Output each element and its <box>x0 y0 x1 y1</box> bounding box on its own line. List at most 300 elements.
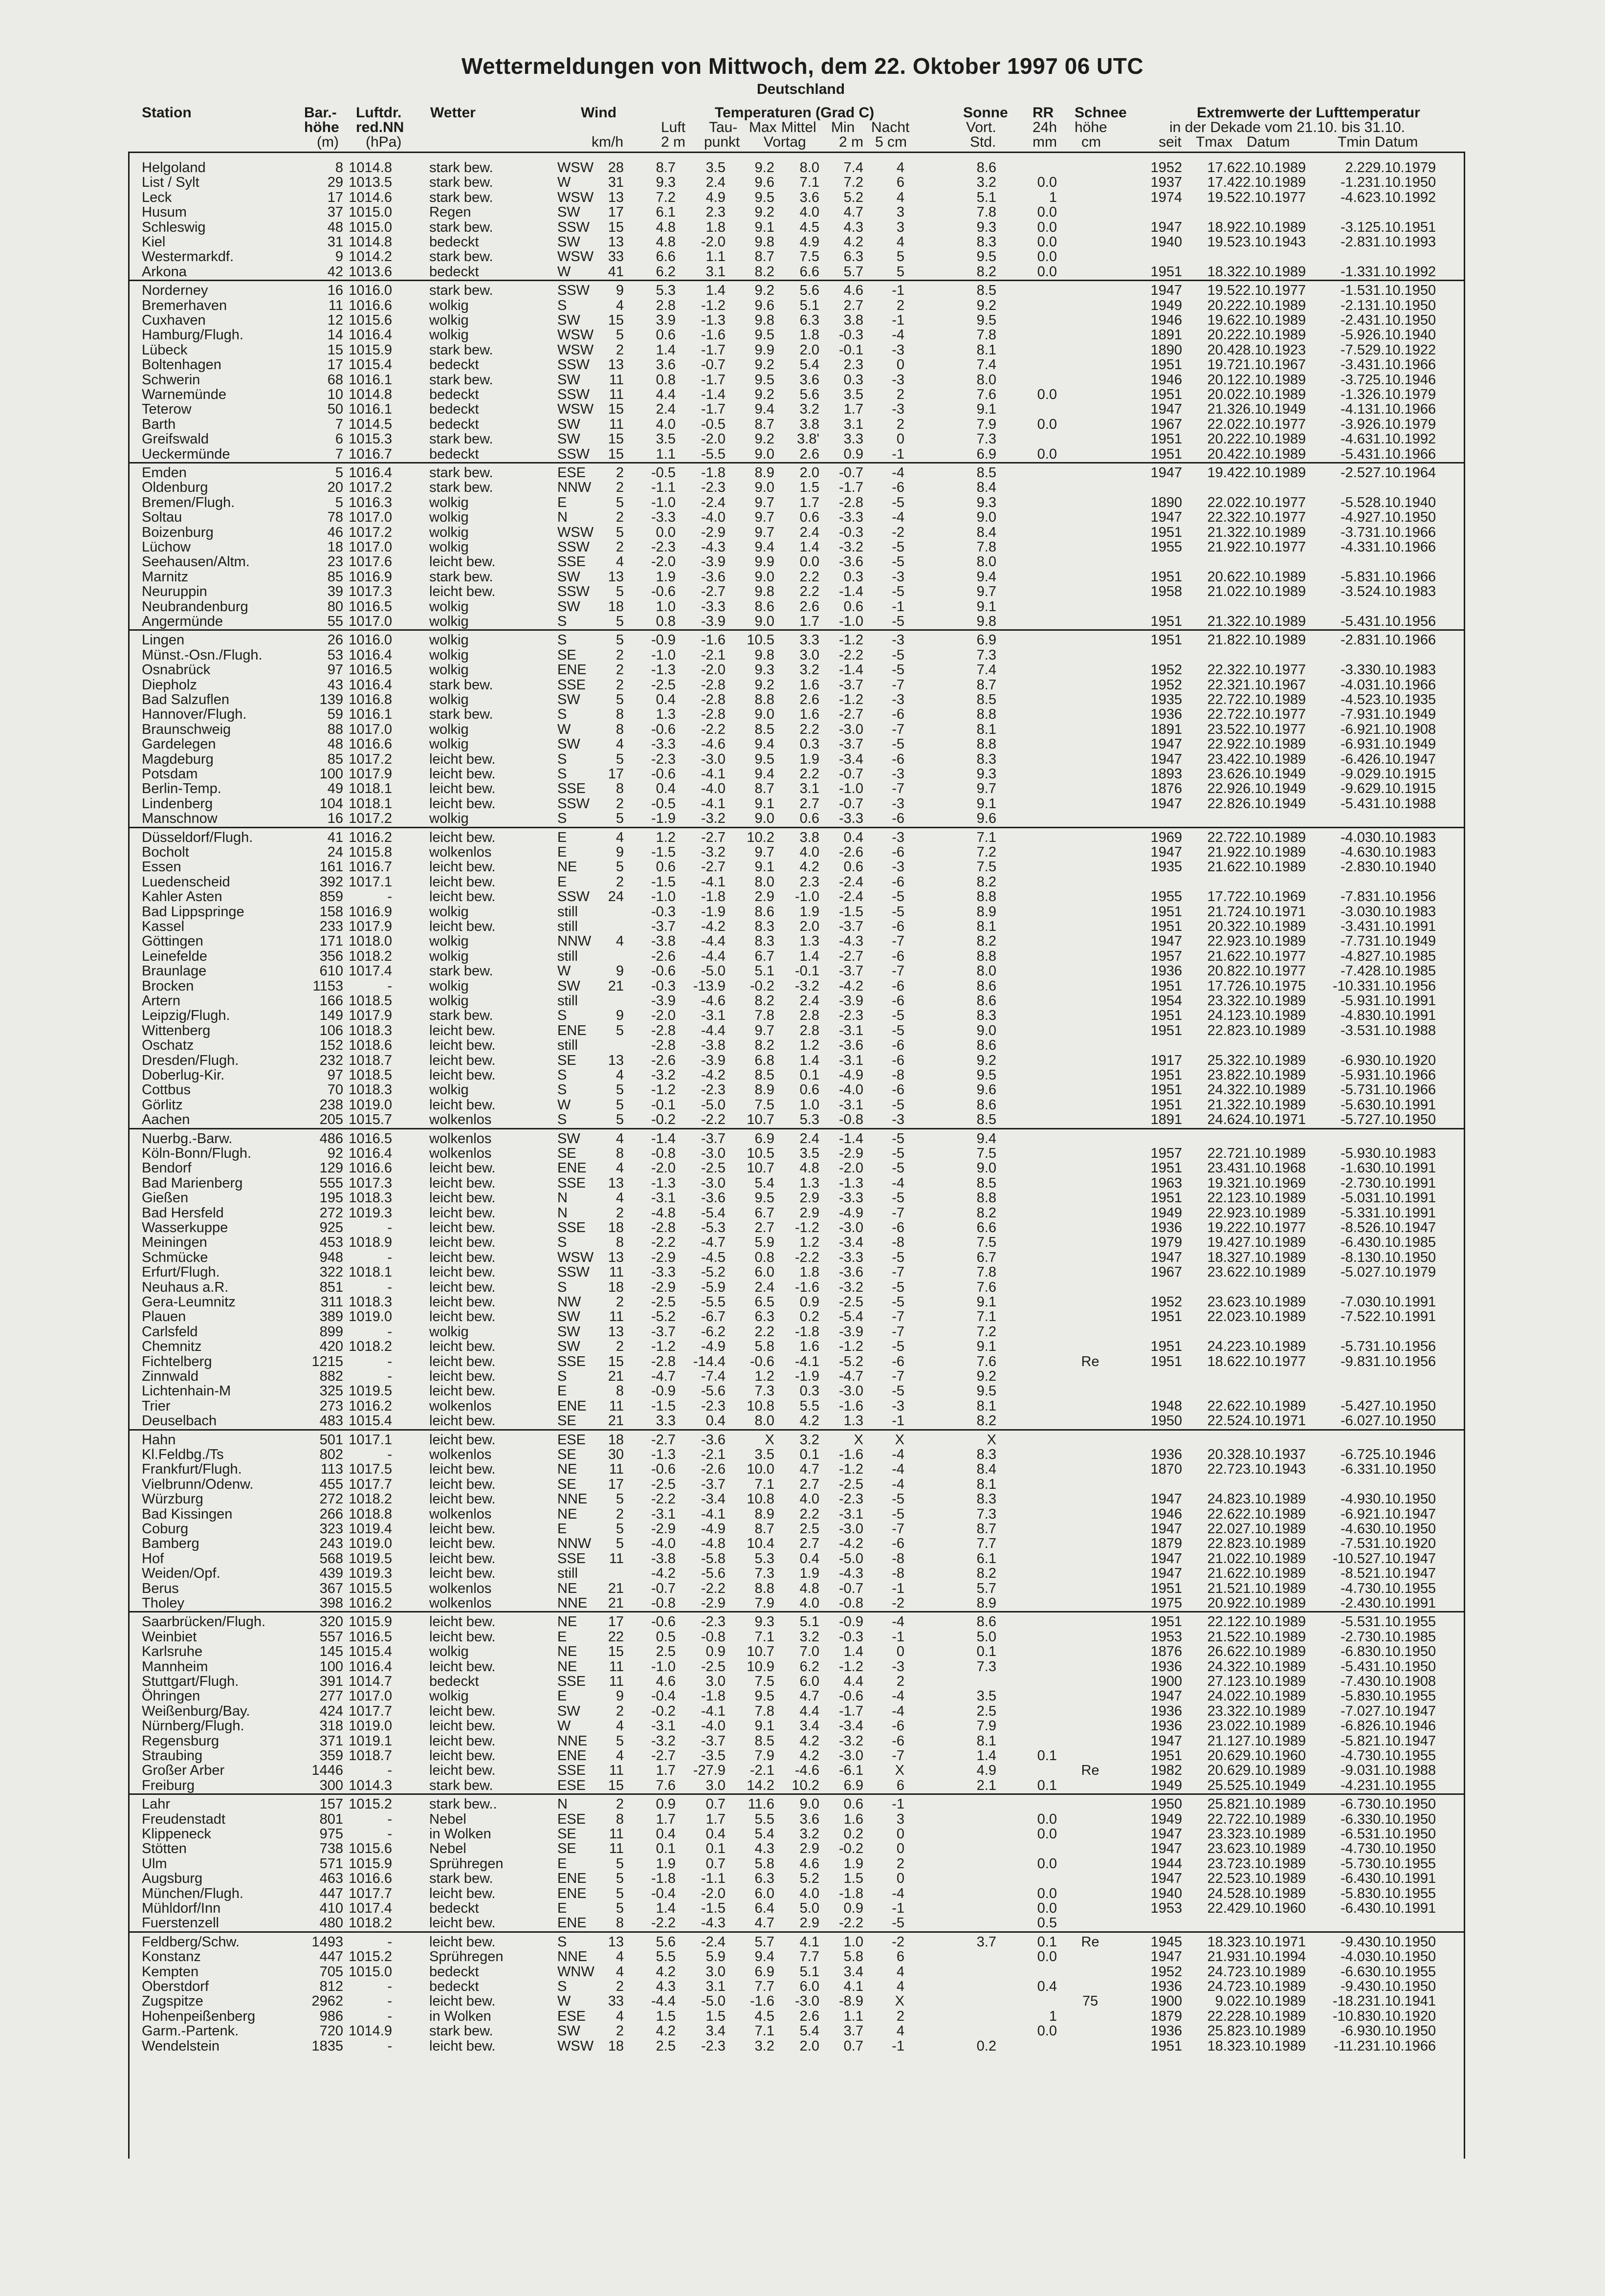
air-temp: -1.2 <box>651 1082 676 1098</box>
altitude: 43 <box>327 677 343 693</box>
pressure: 1015.6 <box>349 312 392 328</box>
record-tmax: 17.6 <box>1207 160 1235 176</box>
record-tmax-date: 23.10.1989 <box>1235 2023 1306 2039</box>
wind-direction: W <box>557 721 571 737</box>
station-name: Lingen <box>142 632 185 648</box>
record-tmin: -3.3 <box>1341 662 1365 678</box>
sunshine: 8.1 <box>976 1398 996 1414</box>
night-temp: 3 <box>896 204 904 221</box>
wind-direction: still <box>557 1566 578 1582</box>
record-since: 1870 <box>1150 1461 1182 1478</box>
pressure: 1014.7 <box>349 1674 392 1689</box>
record-tmin-date: 25.10.1946 <box>1365 372 1436 388</box>
record-since: 1947 <box>1150 219 1182 235</box>
altitude: 277 <box>319 1688 343 1704</box>
night-temp: -7 <box>892 1324 904 1340</box>
record-tmin: -3.7 <box>1341 524 1365 540</box>
hdr-luft-1: Luft <box>661 119 686 135</box>
record-tmin: -5.8 <box>1341 1688 1365 1704</box>
hdr-tau-1: Tau- <box>709 119 738 135</box>
air-temp: -0.7 <box>651 1580 676 1596</box>
station-name: München/Flugh. <box>142 1885 243 1901</box>
record-tmax: 21.5 <box>1207 1629 1235 1645</box>
record-tmin: -11.2 <box>1334 2038 1365 2054</box>
weather: wolkig <box>429 494 469 510</box>
dew-point: -2.1 <box>701 647 726 663</box>
record-tmax: 20.6 <box>1207 1748 1235 1764</box>
min-temp: -2.4 <box>839 874 863 890</box>
mean-temp: 2.4 <box>799 1130 819 1147</box>
station-name: Luedenscheid <box>142 874 230 890</box>
wind-direction: WSW <box>557 524 594 540</box>
sunshine: 8.0 <box>976 963 996 979</box>
altitude: 23 <box>327 554 343 570</box>
altitude: 356 <box>319 948 343 964</box>
record-tmax-date: 22.10.1989 <box>1235 1811 1306 1827</box>
min-temp: 7.2 <box>843 175 863 191</box>
table-row <box>0 2024 1605 2038</box>
night-temp: -6 <box>892 993 904 1009</box>
night-temp: -7 <box>892 1309 904 1325</box>
record-tmax-date: 22.10.1989 <box>1235 1629 1306 1645</box>
wind-speed: 11 <box>609 416 624 432</box>
pressure: 1015.4 <box>349 1413 392 1429</box>
group-divider <box>128 1793 1465 1795</box>
max-temp: 5.4 <box>754 1826 774 1842</box>
pressure: 1016.7 <box>349 446 392 462</box>
record-tmin: -4.9 <box>1341 1491 1365 1507</box>
wind-direction: SE <box>557 1476 576 1492</box>
station-name: Freudenstadt <box>142 1811 225 1827</box>
wind-direction: ESE <box>557 1777 586 1793</box>
min-temp: 1.4 <box>843 1644 863 1660</box>
wind-speed: 5 <box>616 1733 624 1749</box>
record-tmax: 22.1 <box>1207 1190 1235 1206</box>
dew-point: -2.5 <box>701 1658 726 1675</box>
record-tmin-date: 30.10.1908 <box>1365 1674 1436 1689</box>
sunshine: 9.2 <box>976 297 996 313</box>
night-temp: -4 <box>892 1703 904 1719</box>
dew-point: 1.8 <box>705 219 726 235</box>
min-temp: -0.3 <box>839 327 863 343</box>
dew-point: -4.3 <box>701 539 726 555</box>
record-tmax-date: 23.10.1989 <box>1235 1205 1306 1221</box>
record-tmin-date: 27.10.1950 <box>1365 1398 1436 1414</box>
air-temp: 3.5 <box>656 431 676 447</box>
table-row <box>0 993 1605 1008</box>
station-name: Schmücke <box>142 1249 208 1265</box>
altitude: 273 <box>319 1398 343 1414</box>
table-row <box>0 1369 1605 1384</box>
mean-temp: 3.8 <box>799 416 819 432</box>
weather: in Wolken <box>429 1826 491 1842</box>
wind-speed: 2 <box>616 1294 624 1310</box>
station-name: Wasserkuppe <box>142 1220 228 1236</box>
record-tmax: 21.9 <box>1207 539 1235 555</box>
sunshine: 7.7 <box>976 1536 996 1552</box>
air-temp: -0.2 <box>651 1703 676 1719</box>
wind-speed: 5 <box>616 1112 624 1128</box>
max-temp: 9.6 <box>754 297 774 313</box>
min-temp: -3.6 <box>839 1264 863 1280</box>
table-row <box>0 373 1605 387</box>
altitude: 8 <box>335 160 343 176</box>
max-temp: 8.9 <box>754 1506 774 1522</box>
station-name: Bamberg <box>142 1536 199 1552</box>
weather: wolkig <box>429 539 469 555</box>
hdr-pressure-3: (hPa) <box>366 134 402 150</box>
wind-direction: SW <box>557 1339 580 1355</box>
snow-depth: Re <box>1081 1934 1099 1950</box>
sunshine: 8.5 <box>976 1175 996 1191</box>
min-temp: 4.3 <box>843 219 863 235</box>
dew-point: -4.6 <box>701 736 726 752</box>
max-temp: -0.2 <box>750 978 774 994</box>
table-row <box>0 781 1605 796</box>
mean-temp: 2.5 <box>799 1521 819 1537</box>
record-tmax: 22.8 <box>1207 1022 1235 1038</box>
pressure: - <box>387 1811 392 1827</box>
min-temp: -0.7 <box>839 766 863 782</box>
record-tmax-date: 22.10.1989 <box>1235 1398 1306 1414</box>
pressure: 1016.9 <box>349 569 392 585</box>
record-tmin: -4.3 <box>1341 539 1365 555</box>
mean-temp: 1.8 <box>799 327 819 343</box>
pressure: 1015.2 <box>349 1949 392 1965</box>
min-temp: -1.2 <box>839 1461 863 1478</box>
sunshine: 7.6 <box>976 1353 996 1369</box>
table-row <box>0 328 1605 342</box>
altitude: 801 <box>319 1811 343 1827</box>
altitude: 68 <box>327 372 343 388</box>
night-temp: -3 <box>892 632 904 648</box>
dew-point: -2.2 <box>701 1580 726 1596</box>
record-tmin-date: 30.10.1950 <box>1365 2023 1436 2039</box>
min-temp: 0.6 <box>843 859 863 875</box>
pressure: 1014.5 <box>349 416 392 432</box>
mean-temp: 2.2 <box>799 569 819 585</box>
wind-speed: 4 <box>616 1160 624 1176</box>
sunshine: 8.5 <box>976 465 996 481</box>
sunshine: 8.7 <box>976 677 996 693</box>
pressure: 1016.4 <box>349 647 392 663</box>
record-since: 1940 <box>1150 1885 1182 1901</box>
record-tmax-date: 22.10.1989 <box>1235 264 1306 280</box>
dew-point: 0.9 <box>705 1644 726 1660</box>
night-temp: -6 <box>892 844 904 860</box>
night-temp: -4 <box>892 1476 904 1492</box>
record-tmax: 25.3 <box>1207 1052 1235 1068</box>
record-since: 1947 <box>1150 1841 1182 1857</box>
night-temp: -3 <box>892 766 904 782</box>
min-temp: -3.7 <box>839 963 863 979</box>
pressure: 1017.9 <box>349 766 392 782</box>
station-name: Nuerbg.-Barw. <box>142 1130 233 1147</box>
weather: wolkenlos <box>429 1447 492 1462</box>
mean-temp: -1.2 <box>795 1220 819 1236</box>
table-row <box>0 1689 1605 1703</box>
min-temp: -0.8 <box>839 1112 863 1128</box>
wind-speed: 4 <box>616 1949 624 1965</box>
record-tmin-date: 30.10.1950 <box>1365 1249 1436 1265</box>
altitude: 53 <box>327 647 343 663</box>
table-row <box>0 1949 1605 1964</box>
wind-direction: E <box>557 1855 567 1872</box>
sunshine: 8.3 <box>976 751 996 767</box>
record-tmin-date: 25.10.1951 <box>1365 219 1436 235</box>
record-tmin-date: 26.10.1979 <box>1365 416 1436 432</box>
record-tmin-date: 27.10.1947 <box>1365 1550 1436 1567</box>
wind-speed: 17 <box>608 204 624 221</box>
night-temp: -5 <box>892 1506 904 1522</box>
record-tmin-date: 30.10.1950 <box>1365 1644 1436 1660</box>
weather: stark bew. <box>429 963 493 979</box>
wind-speed: 18 <box>608 1279 624 1295</box>
weather: bedeckt <box>429 357 479 373</box>
pressure: - <box>387 1279 392 1295</box>
record-tmin: -6.3 <box>1341 1461 1365 1478</box>
record-since: 1967 <box>1150 1264 1182 1280</box>
record-tmax-date: 22.10.1977 <box>1235 1353 1306 1369</box>
table-row <box>0 190 1605 205</box>
min-temp: 3.3 <box>843 431 863 447</box>
station-name: Boizenburg <box>142 524 214 540</box>
wind-speed: 11 <box>609 1841 624 1857</box>
precipitation: 0.1 <box>1037 1934 1057 1950</box>
mean-temp: 1.7 <box>799 494 819 510</box>
max-temp: 8.7 <box>754 1521 774 1537</box>
min-temp: -4.2 <box>839 978 863 994</box>
sunshine: 7.8 <box>976 327 996 343</box>
mean-temp: 7.1 <box>799 175 819 191</box>
table-row <box>0 417 1605 432</box>
record-since: 1982 <box>1150 1763 1182 1779</box>
pressure: 1016.6 <box>349 1160 392 1176</box>
record-tmax-date: 22.10.1977 <box>1235 706 1306 723</box>
max-temp: 10.8 <box>747 1491 774 1507</box>
record-tmax: 21.3 <box>1207 401 1235 418</box>
table-row <box>0 1023 1605 1038</box>
weather: leicht bew. <box>429 1175 496 1191</box>
air-temp: 3.3 <box>656 1413 676 1429</box>
table-row <box>0 1659 1605 1674</box>
record-tmax-date: 22.10.1977 <box>1235 189 1306 205</box>
dew-point: -2.8 <box>701 706 726 723</box>
record-since: 1950 <box>1150 1796 1182 1812</box>
weather: stark bew. <box>429 1008 493 1024</box>
altitude: 48 <box>327 219 343 235</box>
min-temp: 1.3 <box>843 1413 863 1429</box>
min-temp: 4.4 <box>843 1674 863 1689</box>
wind-direction: SW <box>557 431 580 447</box>
record-since: 1936 <box>1150 963 1182 979</box>
table-row <box>0 860 1605 874</box>
mean-temp: -1.8 <box>795 1324 819 1340</box>
table-row <box>0 1916 1605 1930</box>
record-tmin: -10.8 <box>1332 2008 1365 2024</box>
pressure: 1016.1 <box>349 372 392 388</box>
wind-direction: S <box>557 1082 567 1098</box>
pressure: 1019.0 <box>349 1097 392 1113</box>
station-name: Öhringen <box>142 1688 200 1704</box>
record-tmin-date: 31.10.1966 <box>1365 677 1436 693</box>
record-tmax-date: 22.10.1977 <box>1235 283 1306 299</box>
mean-temp: 1.2 <box>799 1038 819 1054</box>
record-tmax-date: 22.10.1989 <box>1235 751 1306 767</box>
record-tmin: -8.5 <box>1341 1220 1365 1236</box>
sunshine: 7.6 <box>976 1279 996 1295</box>
wind-speed: 9 <box>616 844 624 860</box>
record-tmax: 22.0 <box>1207 1309 1235 1325</box>
record-tmax-date: 25.10.1949 <box>1235 1777 1306 1793</box>
sunshine: 7.9 <box>976 1718 996 1734</box>
dew-point: -1.6 <box>701 632 726 648</box>
group-divider <box>128 629 1465 631</box>
table-row <box>0 1492 1605 1506</box>
pressure: 1017.0 <box>349 721 392 737</box>
precipitation: 0.0 <box>1037 1826 1057 1842</box>
record-tmin-date: 31.10.1956 <box>1365 1353 1436 1369</box>
record-tmin-date: 31.10.1988 <box>1365 1763 1436 1779</box>
pressure: 1016.0 <box>349 283 392 299</box>
sunshine: 7.1 <box>976 1309 996 1325</box>
dew-point: 5.9 <box>705 1949 726 1965</box>
record-since: 1949 <box>1150 1205 1182 1221</box>
record-since: 1951 <box>1150 1008 1182 1024</box>
air-temp: 3.6 <box>656 357 676 373</box>
group-divider <box>128 827 1465 828</box>
dew-point: -5.0 <box>701 1097 726 1113</box>
wind-speed: 11 <box>609 1763 624 1779</box>
wind-speed: 18 <box>608 1432 624 1448</box>
min-temp: -4.9 <box>839 1205 863 1221</box>
wind-speed: 11 <box>609 387 624 402</box>
min-temp: -1.7 <box>839 480 863 496</box>
table-row <box>0 1131 1605 1146</box>
min-temp: -3.0 <box>839 1521 863 1537</box>
station-name: Magdeburg <box>142 751 214 767</box>
record-since: 1936 <box>1150 706 1182 723</box>
weather: wolkig <box>429 598 469 615</box>
sunshine: 8.3 <box>976 1447 996 1462</box>
station-name: Trier <box>142 1398 171 1414</box>
record-tmax: 19.5 <box>1207 189 1235 205</box>
hdr-rr-3: mm <box>1033 134 1057 150</box>
min-temp: 1.9 <box>843 1855 863 1872</box>
record-tmax-date: 28.10.1937 <box>1235 1447 1306 1462</box>
air-temp: -0.6 <box>651 963 676 979</box>
air-temp: 3.9 <box>656 312 676 328</box>
record-tmax-date: 22.10.1989 <box>1235 1658 1306 1675</box>
wind-direction: SW <box>557 598 580 615</box>
record-tmin-date: 31.10.1955 <box>1365 1777 1436 1793</box>
record-since: 1947 <box>1150 1566 1182 1582</box>
record-tmin-date: 31.10.1988 <box>1365 795 1436 812</box>
max-temp: 5.5 <box>754 1811 774 1827</box>
dew-point: 3.1 <box>705 264 726 280</box>
precipitation: 0.0 <box>1037 1949 1057 1965</box>
weather: leicht bew. <box>429 1748 496 1764</box>
night-temp: 2 <box>896 1855 904 1872</box>
weather: wolkenlos <box>429 1595 492 1611</box>
dew-point: -3.0 <box>701 751 726 767</box>
altitude: 447 <box>319 1949 343 1965</box>
station-name: Schwerin <box>142 372 200 388</box>
air-temp: -3.3 <box>651 736 676 752</box>
record-tmin: -6.4 <box>1341 1235 1365 1251</box>
dew-point: -1.8 <box>701 889 726 905</box>
record-tmax: 9.0 <box>1215 1993 1235 2009</box>
wind-speed: 2 <box>616 2023 624 2039</box>
precipitation: 0.5 <box>1037 1915 1057 1931</box>
wind-direction: ESE <box>557 1811 586 1827</box>
dew-point: -0.7 <box>701 357 726 373</box>
record-tmax: 18.3 <box>1207 264 1235 280</box>
mean-temp: 2.2 <box>799 721 819 737</box>
night-temp: 4 <box>896 234 904 250</box>
record-tmin-date: 31.10.1956 <box>1365 889 1436 905</box>
wind-speed: 5 <box>616 1855 624 1872</box>
pressure: 1016.5 <box>349 1130 392 1147</box>
record-since: 1935 <box>1150 692 1182 707</box>
record-tmax: 21.3 <box>1207 1097 1235 1113</box>
mean-temp: 5.6 <box>799 387 819 402</box>
night-temp: -5 <box>892 1339 904 1355</box>
sunshine: 7.2 <box>976 844 996 860</box>
weather: wolkenlos <box>429 1506 492 1522</box>
record-tmax: 22.4 <box>1207 1900 1235 1916</box>
min-temp: -2.9 <box>839 1146 863 1161</box>
station-name: Doberlug-Kir. <box>142 1067 225 1083</box>
table-row <box>0 919 1605 934</box>
weather: Nebel <box>429 1841 466 1857</box>
record-tmin: -4.7 <box>1341 1748 1365 1764</box>
table-row <box>0 1220 1605 1235</box>
pressure: 1015.3 <box>349 431 392 447</box>
record-tmin-date: 31.10.1988 <box>1365 1022 1436 1038</box>
record-tmin-date: 22.10.1991 <box>1365 1309 1436 1325</box>
wind-speed: 18 <box>608 2038 624 2054</box>
mean-temp: -1.0 <box>795 889 819 905</box>
hdr-tau-2: punkt <box>704 134 740 150</box>
max-temp: 8.7 <box>754 249 774 265</box>
pressure: 1016.2 <box>349 1595 392 1611</box>
altitude: 389 <box>319 1309 343 1325</box>
weather: leicht bew. <box>429 1703 496 1719</box>
weather: bedeckt <box>429 446 479 462</box>
sunshine: 7.4 <box>976 662 996 678</box>
max-temp: 7.8 <box>754 1008 774 1024</box>
wind-speed: 15 <box>608 431 624 447</box>
dew-point: -2.3 <box>701 2038 726 2054</box>
min-temp: 3.8 <box>843 312 863 328</box>
wind-direction: SE <box>557 1052 576 1068</box>
station-name: Hof <box>142 1550 164 1567</box>
station-name: Essen <box>142 859 181 875</box>
wind-direction: S <box>557 297 567 313</box>
station-name: Köln-Bonn/Flugh. <box>142 1146 252 1161</box>
dew-point: -4.6 <box>701 993 726 1009</box>
record-tmax: 25.8 <box>1207 1796 1235 1812</box>
record-tmin: -9.0 <box>1341 766 1365 782</box>
pressure: 1015.9 <box>349 342 392 358</box>
max-temp: 9.7 <box>754 509 774 526</box>
weather: wolkig <box>429 978 469 994</box>
station-name: Dresden/Flugh. <box>142 1052 239 1068</box>
max-temp: 9.7 <box>754 524 774 540</box>
sunshine: 8.6 <box>976 1097 996 1113</box>
night-temp: -6 <box>892 1718 904 1734</box>
